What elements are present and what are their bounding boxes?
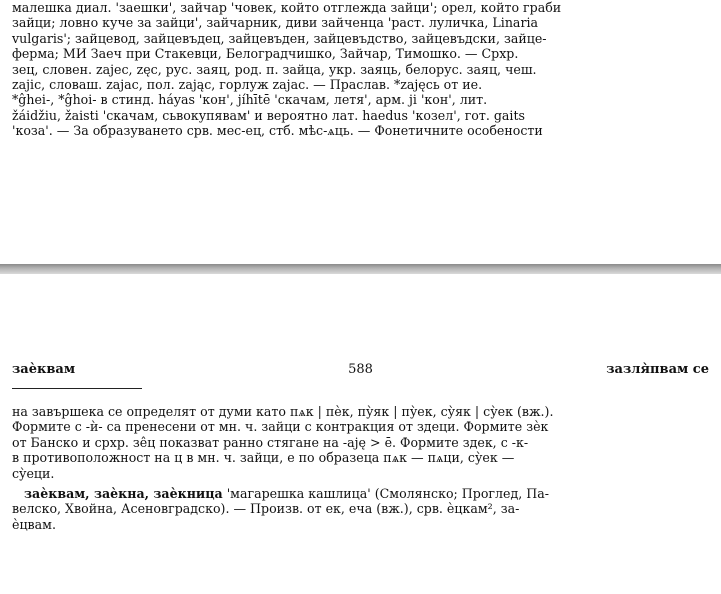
text-line: 'коза'. — За образуването срв. мес-ец, стб. мѣс-ѧць. — Фонетичните особености (12, 123, 543, 139)
text-line: žáidžiu, žaisti 'скачам, сьвокупявам' и вероятно лат. haedus 'козел', гот. gaits (12, 107, 525, 123)
header-rule (12, 388, 142, 389)
entry-headwords: заѐквам, заѐкна, заѐкница (24, 486, 223, 501)
text-line: vulgaris'; зайцевод, зайцевъдец, зайцевъден, зайцевъдство, зайцевъдски, зайце- (12, 30, 547, 46)
text-line: в противоположност на ц в мн. ч. зайци, е по образеца пѧк — пѧци, су̀ек — (12, 450, 515, 466)
text-line: zajic, словаш. zajac, пол. zając, горлуж zajac. — Праслав. *zajęсь от ие. (12, 77, 483, 93)
text-line: ферма; МИ Заеч при Стакевци, Белоградчишко, Зайчар, Тимошко. — Срхр. (12, 46, 519, 62)
text-line: 'магарешка кашлица' (Смолянско; Проглед, Па- (222, 486, 549, 501)
page-divider (0, 264, 721, 274)
top-text-block (12, 0, 709, 139)
text-line: ѐцвам. (12, 516, 56, 532)
bottom-page (0, 274, 721, 594)
running-header (12, 362, 709, 382)
text-line: зец, словен. zajec, zęc, рус. заяц, род. п. зайца, укр. заяць, белорус. заяц, чеш. (12, 61, 537, 77)
text-line: *ĝhei-, *ĝhoi- в стинд. háyas 'кон', jíhītē 'скачам, летя', арм. ji 'кон', лит. (12, 92, 488, 108)
text-line: зайци; ловно куче за зайци', зайчарник, диви зайченца 'раст. луличка, Linaria (12, 15, 538, 31)
text-line: су̀еци. (12, 465, 55, 481)
text-line: от Банско и срхр. зе̂ц показват ранно стягане на -aję > ē. Формите здек, с -к- (12, 434, 529, 450)
text-line: малешка диал. 'заешки', зайчар 'човек, който отглежда зайци'; орел, който граби (12, 0, 562, 15)
text-line: Формите с -ѝ- са пренесени от мн. ч. зайци с контракция от здеци. Формите зѐк (12, 419, 549, 435)
right-running-headword: зазля̀пвам се (606, 362, 709, 377)
continuation-paragraph (12, 404, 709, 481)
text-line: велско, Хвойна, Асеновградско). — Произв. от ек, еча (вж.), срв. ѐцкам², за- (12, 501, 520, 517)
dictionary-entry (12, 486, 709, 532)
left-running-headword: заѐквам (12, 362, 76, 377)
page-number: 588 (348, 362, 373, 377)
text-line: на завършека се определят от думи като пѧк | пѐк, пу̀як | пу̀ек, су̀як | су̀ек (вж.). (12, 404, 554, 419)
entry-first-line (12, 486, 709, 501)
top-page-fragment (0, 0, 721, 264)
